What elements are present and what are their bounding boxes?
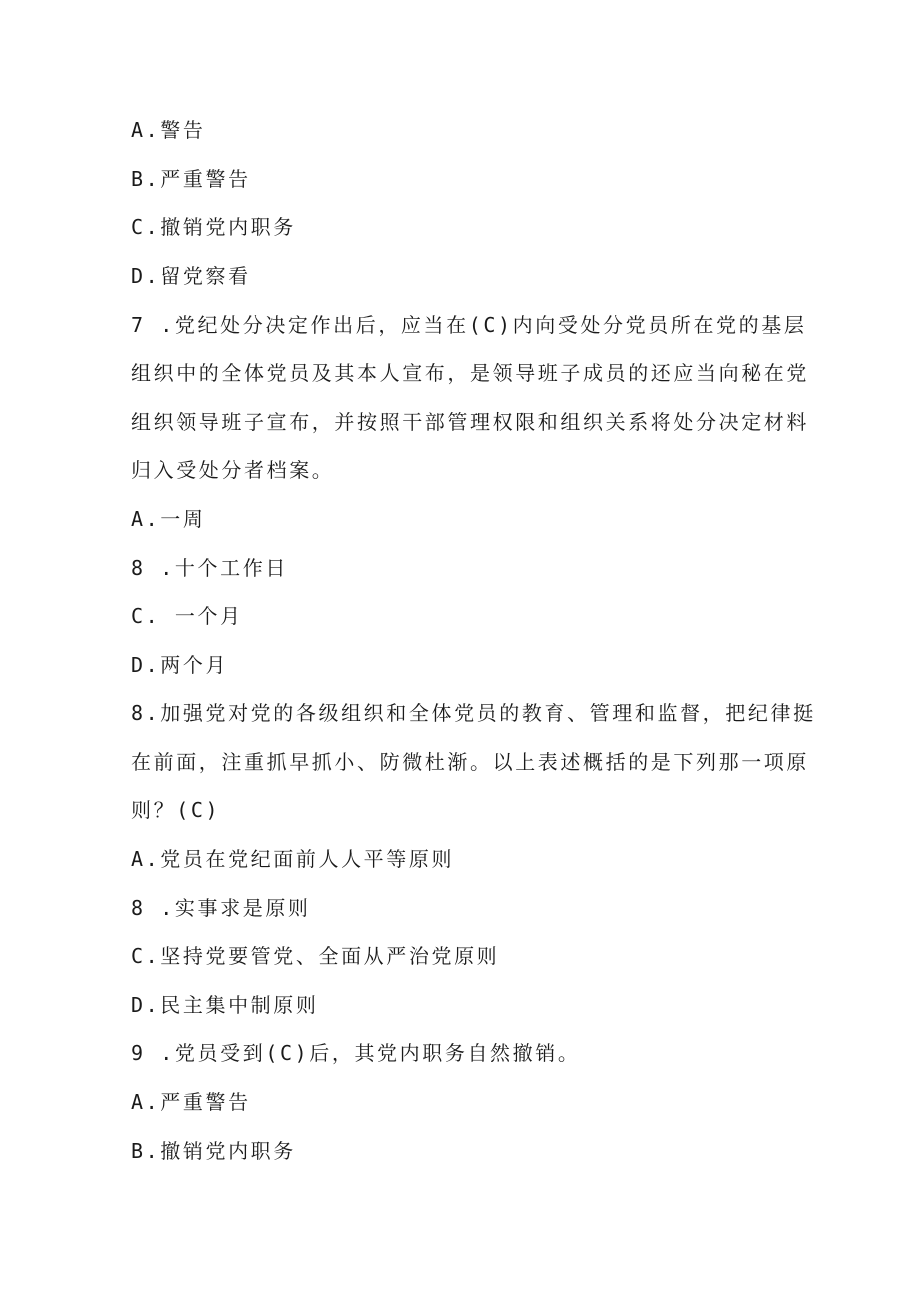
q7-option-c: C. 一个月: [131, 604, 243, 628]
question-8-line-1: 8.加强党对党的各级组织和全体党员的教育、管理和监督，把纪律挺: [131, 701, 816, 725]
question-8-line-2: 在前面，注重抓早抓小、防微杜渐。以上表述概括的是下列那一项原: [131, 750, 809, 774]
q7-option-b: 8 .十个工作日: [131, 556, 288, 580]
q8-option-a: A.党员在党纪面前人人平等原则: [131, 847, 455, 871]
option-c-remove-post: C.撤销党内职务: [131, 215, 296, 239]
question-8-line-3: 则？(C): [131, 798, 221, 822]
q9-option-b: B.撤销党内职务: [131, 1139, 296, 1163]
question-7-line-3: 组织领导班子宣布，并按照干部管理权限和组织关系将处分决定材料: [131, 410, 809, 434]
question-7-line-4: 归入受处分者档案。: [131, 458, 335, 482]
q9-option-a: A.严重警告: [131, 1090, 251, 1114]
option-b-serious-warning: B.严重警告: [131, 167, 251, 191]
q8-option-d: D.民主集中制原则: [131, 993, 319, 1017]
q8-option-c: C.坚持党要管党、全面从严治党原则: [131, 944, 500, 968]
question-7-line-1: 7 .党纪处分决定作出后，应当在(C)内向受处分党员所在党的基层: [131, 313, 807, 337]
q7-option-d: D.两个月: [131, 653, 229, 677]
question-7-line-2: 组织中的全体党员及其本人宣布，是领导班子成员的还应当向秘在党: [131, 361, 809, 385]
q8-option-b: 8 .实事求是原则: [131, 896, 311, 920]
q7-option-a: A.一周: [131, 507, 206, 531]
option-a-warning: A.警告: [131, 118, 206, 142]
option-d-probation: D.留党察看: [131, 264, 251, 288]
question-9: 9 .党员受到(C)后，其党内职务自然撤销。: [131, 1041, 581, 1065]
